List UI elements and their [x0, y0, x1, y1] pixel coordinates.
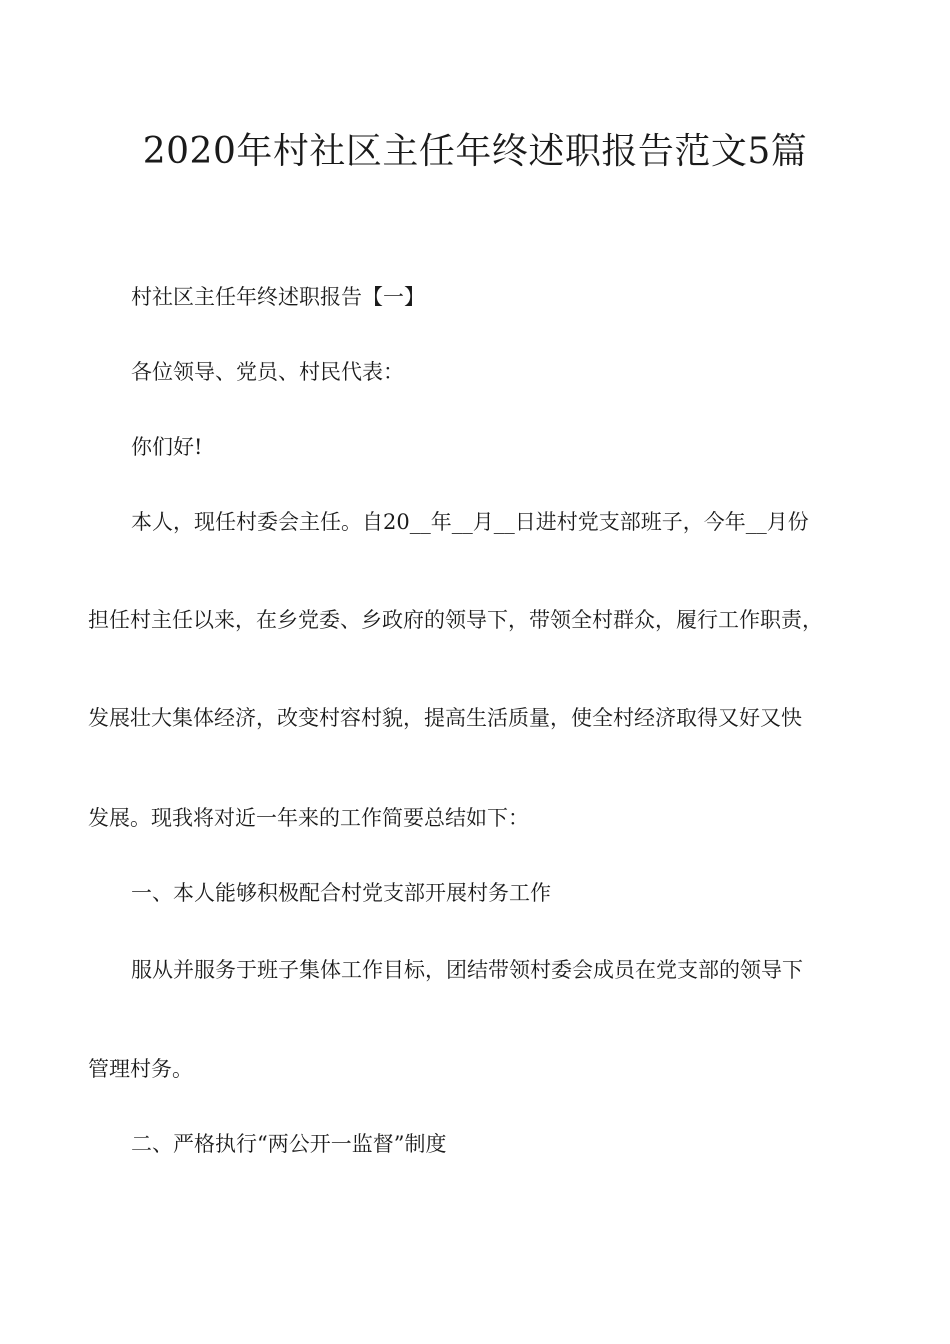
paragraph-line: 发展壮大集体经济，改变村容村貌，提高生活质量，使全村经济取得又好又快: [88, 706, 802, 730]
document-title: 2020年村社区主任年终述职报告范文5篇: [142, 131, 808, 172]
greeting: 你们好!: [131, 435, 203, 459]
paragraph-line: 本人，现任村委会主任。自20__年__月__日进村党支部班子，今年__月份: [131, 510, 809, 534]
section-heading: 村社区主任年终述职报告【一】: [131, 285, 425, 309]
subsection-heading: 二、严格执行“两公开一监督”制度: [131, 1132, 447, 1156]
paragraph-line: 担任村主任以来，在乡党委、乡政府的领导下，带领全村群众，履行工作职责，: [88, 608, 823, 632]
paragraph-line: 服从并服务于班子集体工作目标，团结带领村委会成员在党支部的领导下: [131, 958, 803, 982]
paragraph-line: 发展。现我将对近一年来的工作简要总结如下：: [88, 806, 529, 830]
subsection-heading: 一、本人能够积极配合村党支部开展村务工作: [131, 881, 551, 905]
paragraph-line: 管理村务。: [88, 1057, 193, 1081]
salutation: 各位领导、党员、村民代表：: [131, 360, 404, 384]
